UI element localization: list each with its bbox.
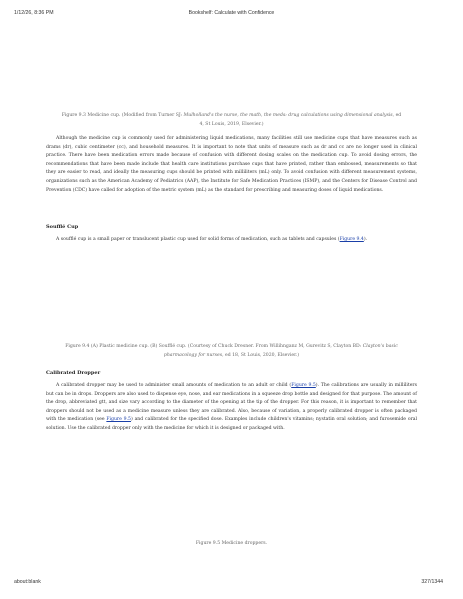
souffle-cup-heading: Soufflé Cup: [46, 224, 79, 230]
figure-9-3-caption: [60, 112, 403, 129]
caption-source: , ed 18, St Louis, 2020, Elsevier.): [222, 352, 300, 358]
figure-9-4-link[interactable]: Figure 9.4: [339, 237, 364, 242]
page-number: 327/1344: [421, 579, 443, 585]
calibrated-dropper-heading: Calibrated Dropper: [46, 370, 101, 376]
caption-text: Figure 9.3 Medicine cup. (Modified from Turner SJ:: [61, 113, 184, 118]
souffle-cup-paragraph: [46, 236, 417, 245]
page-url: about:blank: [14, 579, 41, 585]
caption-book-title: Clayton's basic pharmacology for nurses: [163, 344, 398, 358]
calibrated-dropper-paragraph: [46, 382, 417, 434]
caption-source: , ed 4, St Louis, 2019, Elsevier.): [199, 113, 402, 127]
caption-text: Figure 9.4 (A) Plastic medicine cup. (B) Soufflé cup. (Courtesy of Chuck Dresner. From Willihnganz M, Gurevitz S, Clayton BD:: [65, 344, 363, 349]
dropper-text: ) and calibrated for the specified dose. Examples include children's vitamins; nystatin oral solution; and furosemide oral solution. Use the calibrated dropper only with the medicine for which it is designed or packaged with.: [46, 417, 417, 431]
print-datetime: 1/12/26, 8:36 PM: [14, 10, 54, 16]
dropper-text: A calibrated dropper may be used to administer small amounts of medication to an adult or child (: [56, 383, 292, 388]
page-header-title: Bookshelf: Calculate with Confidence: [188, 10, 275, 16]
figure-9-5-caption: Figure 9.5 Medicine droppers.: [195, 541, 268, 546]
figure-9-5-link[interactable]: Figure 9.5: [291, 383, 316, 388]
caption-book-title: Mulholland's the nurse, the math, the meds: drug calculations using dimensional analysis: [183, 113, 393, 118]
figure-9-5-link-see[interactable]: Figure 9.5: [106, 417, 131, 423]
medicine-cup-paragraph: Although the medicine cup is commonly used for administering liquid medications, many facilities still use medicine cups that have measures such as drams (dr), cubic centimeter (cc), and household measures. It is important to note that units of measure such as dr and cc are no longer used in clinical practice. There have been medication errors made because of confusion with different dosing scales on the medication cup. To avoid dosing errors, the recommendations that have been made include that health care institutions purchase cups that have printed, rather than embossed, measurements so that they are easier to read, and ideally the measuring cups should be printed with milliliters (mL) only. To avoid confusion with different measurement systems, organizations such as the American Academy of Pediatrics (AAP), the Institute for Safe Medication Practices (ISMP), and the Centers for Disease Control and Prevention (CDC) have called for adoption of the metric system (mL) as the standard for prescribing and measuring doses of liquid medications.: [46, 136, 417, 193]
figure-9-4-caption: [60, 343, 403, 360]
souffle-text: A soufflé cup is a small paper or translucent plastic cup used for solid forms of medication, such as tablets and capsules (: [56, 237, 340, 242]
dropper-text: ). The calibrations are usually in milliliters but can be in drops. Droppers are also used to dispense eye, nose, and ear medications in a squeeze drop bottle and designed for that purpose. The amount of the drop, abbreviated gtt, and size vary according to the diameter of the opening at the tip of the dropper. For this reason, it is important to remember that droppers should not be used as a medicine measure unless they are calibrated. Also, because of variation, a properly calibrated dropper is often packaged with the medication (see: [46, 383, 417, 423]
souffle-text-end: ).: [363, 237, 368, 242]
